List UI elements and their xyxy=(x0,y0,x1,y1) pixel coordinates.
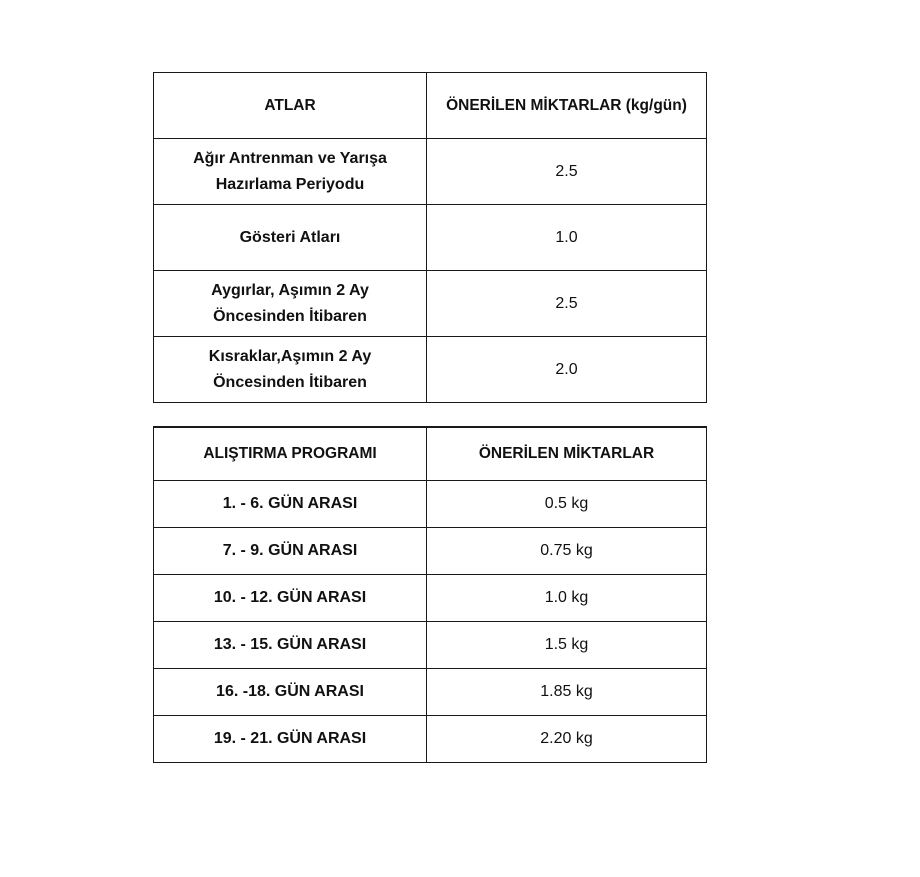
training-row-value: 1.85 kg xyxy=(427,669,707,716)
training-row-value: 1.5 kg xyxy=(427,622,707,669)
feeding-table-header-row xyxy=(154,73,707,139)
training-row-value: 0.5 kg xyxy=(427,481,707,528)
label-line: Gösteri Atları xyxy=(239,228,341,246)
label-line: Öncesinden İtibaren xyxy=(213,373,367,391)
training-row-label: 7. - 9. GÜN ARASI xyxy=(154,528,427,575)
training-row-value: 1.0 kg xyxy=(427,575,707,622)
training-header-program: ALIŞTIRMA PROGRAMI xyxy=(154,427,427,481)
label-line: Öncesinden İtibaren xyxy=(213,307,367,325)
label-line: Hazırlama Periyodu xyxy=(215,175,365,193)
spacer-cell xyxy=(427,403,707,428)
training-row-label: 13. - 15. GÜN ARASI xyxy=(154,622,427,669)
feeding-row-label xyxy=(154,205,427,271)
table-spacer-row xyxy=(154,403,707,428)
feeding-row-value: 2.5 xyxy=(427,271,707,337)
table-row xyxy=(154,481,707,528)
feeding-amounts-table xyxy=(153,72,707,428)
training-row-label: 10. - 12. GÜN ARASI xyxy=(154,575,427,622)
table-row xyxy=(154,205,707,271)
table-row xyxy=(154,575,707,622)
training-row-value: 0.75 kg xyxy=(427,528,707,575)
table-row xyxy=(154,271,707,337)
table-row xyxy=(154,528,707,575)
training-row-label: 16. -18. GÜN ARASI xyxy=(154,669,427,716)
training-row-value: 2.20 kg xyxy=(427,716,707,763)
spacer-cell xyxy=(154,403,427,428)
feeding-row-value: 1.0 xyxy=(427,205,707,271)
table-row xyxy=(154,337,707,403)
feeding-header-horses: ATLAR xyxy=(154,73,427,139)
training-header-recommended: ÖNERİLEN MİKTARLAR xyxy=(427,427,707,481)
feeding-row-label xyxy=(154,337,427,403)
table-row xyxy=(154,139,707,205)
feeding-header-recommended: ÖNERİLEN MİKTARLAR (kg/gün) xyxy=(427,73,707,139)
label-line: Kısraklar,Aşımın 2 Ay xyxy=(208,347,372,365)
feeding-row-label xyxy=(154,271,427,337)
label-line: Ağır Antrenman ve Yarışa xyxy=(193,149,387,167)
training-table-header-row xyxy=(154,427,707,481)
table-row xyxy=(154,669,707,716)
training-row-label: 19. - 21. GÜN ARASI xyxy=(154,716,427,763)
table-row xyxy=(154,716,707,763)
training-program-table xyxy=(153,426,707,763)
table-row xyxy=(154,622,707,669)
label-line: Aygırlar, Aşımın 2 Ay xyxy=(211,281,369,299)
feeding-row-value: 2.5 xyxy=(427,139,707,205)
feeding-row-label xyxy=(154,139,427,205)
feeding-row-value: 2.0 xyxy=(427,337,707,403)
training-row-label: 1. - 6. GÜN ARASI xyxy=(154,481,427,528)
